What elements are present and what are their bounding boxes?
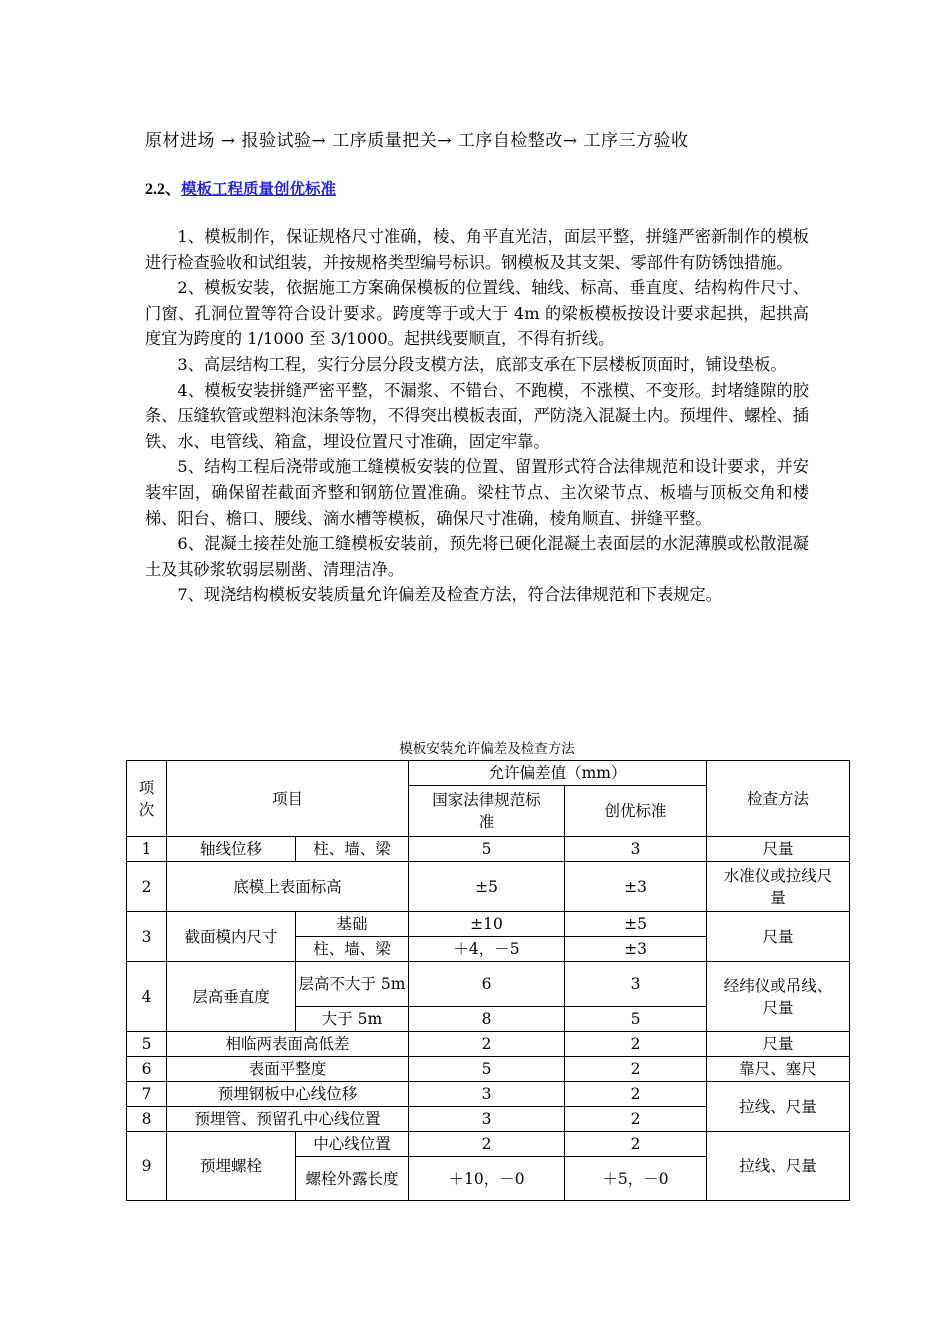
cell-national: ＋10，－0 [409, 1157, 565, 1201]
table-row [127, 1057, 850, 1082]
paragraph: 3、高层结构工程，实行分层分段支模方法，底部支承在下层楼板顶面时，铺设垫板。 [177, 354, 787, 374]
table-row [127, 962, 850, 1007]
cell-method: 拉线、尺量 [707, 1082, 850, 1132]
cell-excellent: 2 [565, 1132, 707, 1157]
cell-item: 预埋钢板中心线位移 [167, 1082, 409, 1107]
cell-excellent: 5 [565, 1007, 707, 1032]
header-item: 项目 [167, 761, 409, 837]
cell-sub: 基础 [296, 912, 409, 937]
header-no: 项 次 [127, 761, 167, 837]
cell-excellent: ±5 [565, 912, 707, 937]
header-tolerance: 允许偏差值（mm） [409, 761, 707, 786]
section-number: 2.2、 [145, 181, 182, 198]
header-national: 国家法律规范标准 [409, 786, 565, 837]
section-title-link[interactable]: 模板工程质量创优标准 [181, 180, 337, 198]
cell-no: 8 [127, 1107, 167, 1132]
cell-sub: 螺栓外露长度 [296, 1157, 409, 1201]
table-row [127, 912, 850, 937]
cell-item: 截面模内尺寸 [167, 912, 296, 962]
cell-item: 相临两表面高低差 [167, 1032, 409, 1057]
cell-national: 8 [409, 1007, 565, 1032]
table-caption: 模板安装允许偏差及检查方法 [399, 741, 575, 757]
cell-no: 4 [127, 962, 167, 1032]
cell-no: 1 [127, 837, 167, 862]
cell-item: 底模上表面标高 [167, 862, 409, 912]
paragraph: 2、模板安装，依据施工方案确保模板的位置线、轴线、标高、垂直度、结构构件尺寸、门窗、孔洞位置等符合设计要求。跨度等于或大于 4m 的梁板模板按设计要求起拱，起拱高度宜为跨度的 1/1000 至 3/1000。起拱线要顺直，不得有折线。 [145, 278, 809, 349]
cell-sub: 层高不大于 5m [296, 962, 409, 1007]
cell-national: 2 [409, 1132, 565, 1157]
cell-method: 水准仪或拉线尺量 [707, 862, 850, 912]
body-text [145, 224, 809, 608]
cell-item: 轴线位移 [167, 837, 296, 862]
cell-national: 2 [409, 1032, 565, 1057]
table-row [127, 1082, 850, 1107]
cell-sub: 柱、墙、梁 [296, 837, 409, 862]
header-excellent: 创优标准 [565, 786, 707, 837]
paragraph: 1、模板制作，保证规格尺寸准确，棱、角平直光洁，面层平整，拼缝严密新制作的模板进行检查验收和试组装，并按规格类型编号标识。钢模板及其支架、零部件有防锈蚀措施。 [145, 227, 809, 272]
cell-sub: 中心线位置 [296, 1132, 409, 1157]
cell-method: 经纬仪或吊线、尺量 [707, 962, 850, 1032]
cell-no: 9 [127, 1132, 167, 1201]
cell-national: 3 [409, 1082, 565, 1107]
cell-national: 5 [409, 1057, 565, 1082]
cell-excellent: 2 [565, 1057, 707, 1082]
cell-item: 表面平整度 [167, 1057, 409, 1082]
cell-excellent: 3 [565, 962, 707, 1007]
cell-method: 拉线、尺量 [707, 1132, 850, 1201]
cell-item: 层高垂直度 [167, 962, 296, 1032]
cell-national: ±5 [409, 862, 565, 912]
table-row [127, 837, 850, 862]
table-header-row [127, 761, 850, 786]
cell-sub: 柱、墙、梁 [296, 937, 409, 962]
cell-sub: 大于 5m [296, 1007, 409, 1032]
cell-excellent: 2 [565, 1107, 707, 1132]
cell-no: 5 [127, 1032, 167, 1057]
paragraph: 4、模板安装拼缝严密平整，不漏浆、不错台、不跑模，不涨模、不变形。封堵缝隙的胶条、压缝软管或塑料泡沫条等物，不得突出模板表面，严防浇入混凝土内。预埋件、螺栓、插铁、水、电管线、箱盒，埋设位置尺寸准确，固定牢靠。 [145, 380, 809, 451]
cell-no: 7 [127, 1082, 167, 1107]
cell-national: 5 [409, 837, 565, 862]
paragraph: 5、结构工程后浇带或施工缝模板安装的位置、留置形式符合法律规范和设计要求，并安装牢固，确保留茬截面齐整和钢筋位置准确。梁柱节点、主次梁节点、板墙与顶板交角和楼梯、阳台、檐口、腰线、滴水槽等模板，确保尺寸准确，棱角顺直、拼缝平整。 [145, 457, 809, 528]
cell-method: 尺量 [707, 837, 850, 862]
cell-excellent: 2 [565, 1082, 707, 1107]
cell-no: 2 [127, 862, 167, 912]
cell-national: ＋4，－5 [409, 937, 565, 962]
paragraph: 7、现浇结构模板安装质量允许偏差及检查方法，符合法律规范和下表规定。 [177, 585, 722, 605]
cell-method: 靠尺、塞尺 [707, 1057, 850, 1082]
cell-no: 3 [127, 912, 167, 962]
cell-excellent: ±3 [565, 937, 707, 962]
cell-item: 预埋管、预留孔中心线位置 [167, 1107, 409, 1132]
header-method: 检查方法 [707, 761, 850, 837]
cell-national: 6 [409, 962, 565, 1007]
table-row [127, 1132, 850, 1157]
cell-method: 尺量 [707, 1032, 850, 1057]
tolerance-table [126, 760, 850, 1201]
cell-item: 预埋螺栓 [167, 1132, 296, 1201]
table-row [127, 862, 850, 912]
table-row [127, 1032, 850, 1057]
cell-excellent: 3 [565, 837, 707, 862]
cell-excellent: ±3 [565, 862, 707, 912]
section-heading [145, 176, 336, 199]
cell-method: 尺量 [707, 912, 850, 962]
cell-national: 3 [409, 1107, 565, 1132]
cell-no: 6 [127, 1057, 167, 1082]
cell-national: ±10 [409, 912, 565, 937]
cell-excellent: ＋5，－0 [565, 1157, 707, 1201]
paragraph: 6、混凝土接茬处施工缝模板安装前，预先将已硬化混凝土表面层的水泥薄膜或松散混凝土及其砂浆软弱层剔凿、清理洁净。 [145, 534, 809, 579]
process-flow: 原材进场 → 报验试验→ 工序质量把关→ 工序自检整改→ 工序三方验收 [145, 131, 689, 151]
cell-excellent: 2 [565, 1032, 707, 1057]
